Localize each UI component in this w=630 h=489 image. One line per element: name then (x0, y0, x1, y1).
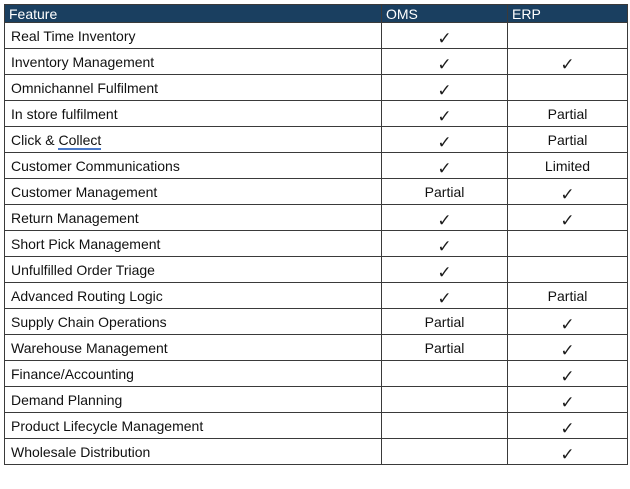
oms-cell (382, 231, 508, 257)
erp-cell (508, 179, 628, 205)
feature-label: Short Pick Management (11, 235, 161, 252)
table-header (5, 5, 628, 23)
checkmark-icon: ✓ (560, 210, 575, 231)
oms-value: Partial (424, 313, 465, 330)
feature-label: Wholesale Distribution (11, 443, 151, 460)
erp-cell (508, 127, 628, 153)
feature-label: Product Lifecycle Management (11, 417, 204, 434)
feature-label: Return Management (11, 209, 139, 226)
feature-cell (5, 335, 382, 361)
table-row (5, 153, 628, 179)
erp-cell (508, 413, 628, 439)
feature-cell (5, 413, 382, 439)
oms-cell (382, 413, 508, 439)
feature-label: Customer Communications (11, 157, 180, 174)
feature-cell (5, 75, 382, 101)
erp-cell (508, 335, 628, 361)
erp-cell (508, 439, 628, 465)
table-row (5, 23, 628, 49)
header-row (5, 5, 628, 23)
feature-cell (5, 179, 382, 205)
table-row (5, 387, 628, 413)
feature-cell (5, 309, 382, 335)
erp-cell (508, 231, 628, 257)
checkmark-icon: ✓ (437, 80, 452, 101)
header-erp: ERP (508, 5, 628, 23)
feature-label: Real Time Inventory (11, 27, 136, 44)
oms-cell (382, 439, 508, 465)
feature-cell (5, 231, 382, 257)
table-row (5, 231, 628, 257)
checkmark-icon: ✓ (560, 392, 575, 413)
oms-cell (382, 309, 508, 335)
oms-value: Partial (424, 183, 465, 200)
feature-label: Unfulfilled Order Triage (11, 261, 155, 278)
feature-label: Warehouse Management (11, 339, 168, 356)
header-feature: Feature (5, 5, 382, 23)
feature-comparison-table (4, 4, 628, 465)
feature-cell (5, 205, 382, 231)
feature-cell (5, 23, 382, 49)
checkmark-icon: ✓ (437, 262, 452, 283)
erp-value: Partial (547, 131, 588, 148)
checkmark-icon: ✓ (560, 444, 575, 465)
feature-label: Customer Management (11, 183, 158, 200)
table-row (5, 205, 628, 231)
erp-cell (508, 361, 628, 387)
oms-cell (382, 101, 508, 127)
erp-cell (508, 309, 628, 335)
erp-cell (508, 23, 628, 49)
oms-cell (382, 361, 508, 387)
table-body (5, 23, 628, 465)
feature-label: In store fulfilment (11, 105, 118, 122)
checkmark-icon: ✓ (437, 158, 452, 179)
oms-cell (382, 283, 508, 309)
feature-cell (5, 101, 382, 127)
table-row (5, 257, 628, 283)
erp-cell (508, 49, 628, 75)
checkmark-icon: ✓ (560, 366, 575, 387)
oms-cell (382, 153, 508, 179)
oms-cell (382, 335, 508, 361)
erp-cell (508, 257, 628, 283)
erp-value: Limited (544, 157, 591, 174)
table-row (5, 413, 628, 439)
erp-value: Partial (547, 105, 588, 122)
table-row (5, 101, 628, 127)
oms-value: Partial (424, 339, 465, 356)
table-row (5, 49, 628, 75)
checkmark-icon: ✓ (437, 106, 452, 127)
feature-label: Supply Chain Operations (11, 313, 167, 330)
feature-label: Finance/Accounting (11, 365, 134, 382)
table-row (5, 335, 628, 361)
erp-cell (508, 283, 628, 309)
header-oms: OMS (382, 5, 508, 23)
oms-cell (382, 179, 508, 205)
table-row (5, 283, 628, 309)
table-row (5, 75, 628, 101)
feature-label-underlined: Collect (58, 131, 102, 148)
oms-cell (382, 23, 508, 49)
feature-cell (5, 127, 382, 153)
feature-label: Advanced Routing Logic (11, 287, 163, 304)
checkmark-icon: ✓ (560, 314, 575, 335)
checkmark-icon: ✓ (560, 340, 575, 361)
feature-cell (5, 49, 382, 75)
checkmark-icon: ✓ (437, 28, 452, 49)
checkmark-icon: ✓ (437, 54, 452, 75)
erp-cell (508, 205, 628, 231)
table-row (5, 309, 628, 335)
oms-cell (382, 205, 508, 231)
table-row (5, 179, 628, 205)
table-row (5, 439, 628, 465)
feature-cell (5, 361, 382, 387)
erp-cell (508, 75, 628, 101)
checkmark-icon: ✓ (437, 210, 452, 231)
checkmark-icon: ✓ (560, 184, 575, 205)
feature-label: Inventory Management (11, 53, 155, 70)
checkmark-icon: ✓ (560, 54, 575, 75)
checkmark-icon: ✓ (437, 132, 452, 153)
feature-cell (5, 439, 382, 465)
feature-cell (5, 257, 382, 283)
feature-label: Omnichannel Fulfilment (11, 79, 159, 96)
feature-label: Click & (11, 131, 59, 148)
feature-cell (5, 283, 382, 309)
checkmark-icon: ✓ (437, 288, 452, 309)
feature-label: Demand Planning (11, 391, 123, 408)
erp-cell (508, 153, 628, 179)
erp-value: Partial (547, 287, 588, 304)
table-row (5, 361, 628, 387)
oms-cell (382, 49, 508, 75)
checkmark-icon: ✓ (437, 236, 452, 257)
oms-cell (382, 257, 508, 283)
erp-cell (508, 387, 628, 413)
table-row (5, 127, 628, 153)
feature-cell (5, 153, 382, 179)
erp-cell (508, 101, 628, 127)
oms-cell (382, 127, 508, 153)
oms-cell (382, 75, 508, 101)
oms-cell (382, 387, 508, 413)
checkmark-icon: ✓ (560, 418, 575, 439)
feature-cell (5, 387, 382, 413)
